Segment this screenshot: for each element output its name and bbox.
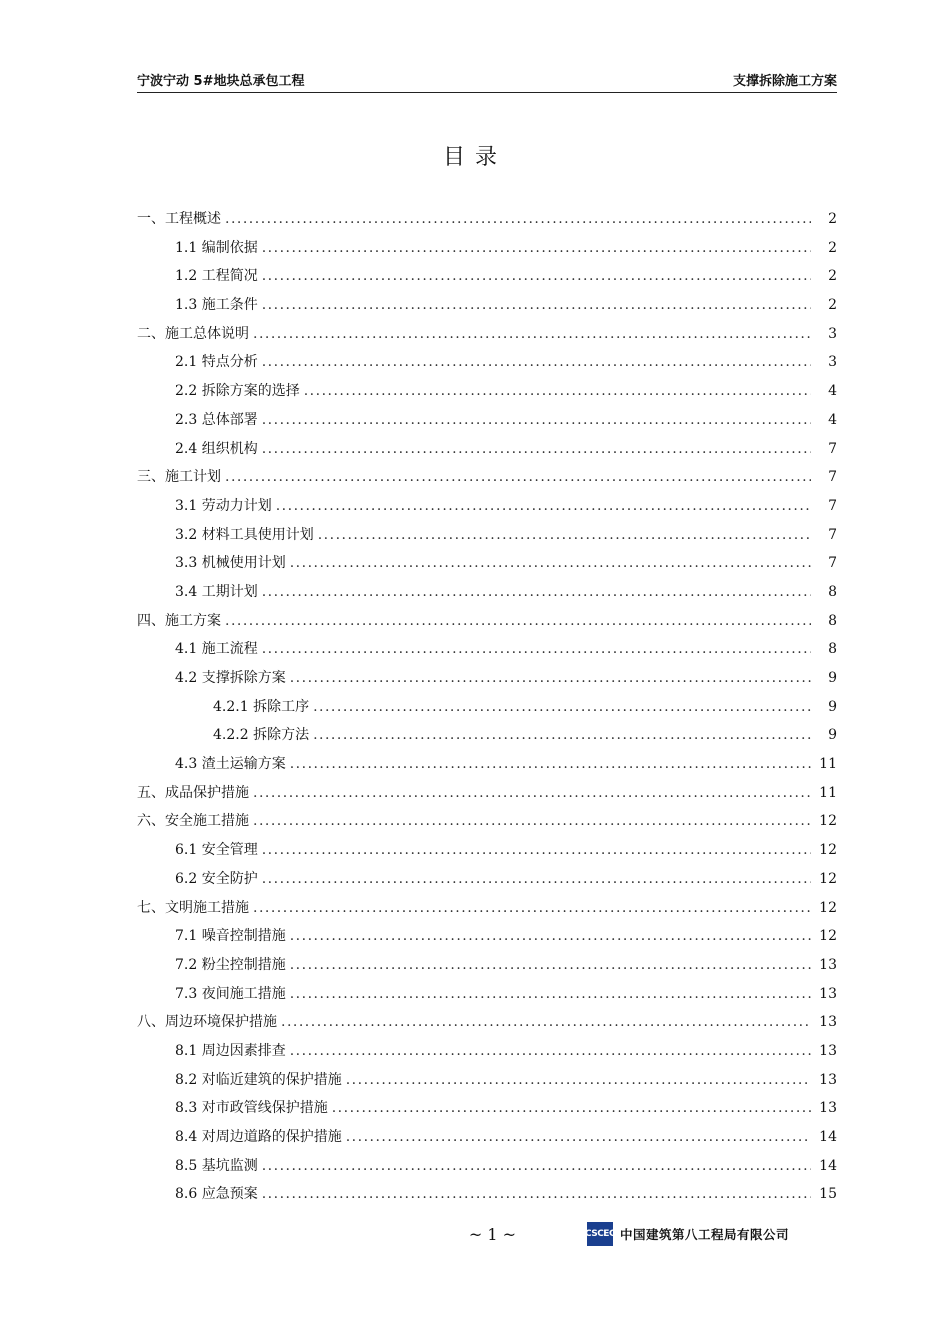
toc-entry[interactable]: [137, 779, 837, 808]
toc-entry[interactable]: [137, 664, 837, 693]
toc-entry-label: 4.2.1 拆除工序: [213, 698, 310, 715]
toc-leader-dots: [262, 406, 811, 435]
page-number: ~ 1 ~: [468, 1225, 517, 1244]
toc-entry[interactable]: [137, 549, 837, 578]
toc-entry[interactable]: [137, 291, 837, 320]
toc-entry[interactable]: [137, 894, 837, 923]
toc-entry-label: 3.4 工期计划: [175, 583, 258, 600]
toc-leader-dots: [262, 635, 811, 664]
toc-entry-page: 2: [828, 211, 837, 227]
toc-leader-dots: [225, 463, 811, 492]
toc-entry[interactable]: [137, 980, 837, 1009]
toc-entry-page: 9: [828, 670, 837, 686]
toc-entry-page: 7: [828, 497, 837, 514]
toc-entry-page: 11: [819, 756, 837, 773]
toc-entry[interactable]: [137, 406, 837, 435]
toc-leader-dots: [346, 1123, 811, 1152]
toc-entry[interactable]: [137, 320, 837, 349]
toc-entry-label: 3.3 机械使用计划: [175, 555, 286, 572]
toc-entry-label: 4.2 支撑拆除方案: [175, 670, 286, 686]
toc-leader-dots: [253, 320, 811, 349]
toc-entry[interactable]: [137, 750, 837, 779]
company-footer: [584, 1221, 790, 1247]
toc-leader-dots: [290, 951, 811, 980]
toc-entry-label: 8.2 对临近建筑的保护措施: [175, 1071, 342, 1088]
toc-leader-dots: [313, 721, 811, 750]
toc-leader-dots: [253, 894, 811, 923]
toc-entry-label: 4.1 施工流程: [175, 641, 258, 658]
toc-entry-page: 4: [828, 411, 837, 428]
toc-entry[interactable]: [137, 807, 837, 836]
toc-entry[interactable]: [137, 578, 837, 607]
toc-entry-label: 7.3 夜间施工措施: [175, 985, 286, 1002]
toc-leader-dots: [290, 549, 811, 578]
toc-leader-dots: [262, 578, 811, 607]
toc-entry-page: 7: [828, 526, 837, 543]
toc-entry-label: 8.4 对周边道路的保护措施: [175, 1129, 342, 1145]
toc-entry[interactable]: [137, 348, 837, 377]
toc-leader-dots: [262, 348, 811, 377]
toc-leader-dots: [346, 1066, 811, 1095]
toc-entry-page: 2: [828, 297, 837, 314]
toc-entry[interactable]: [137, 607, 837, 636]
toc-entry[interactable]: [137, 1066, 837, 1095]
toc-entry-label: 2.1 特点分析: [175, 354, 258, 371]
toc-entry-label: 五、成品保护措施: [137, 784, 249, 801]
toc-entry-page: 12: [819, 899, 837, 916]
toc-entry-page: 15: [819, 1186, 837, 1203]
toc-entry-page: 8: [828, 583, 837, 600]
toc-entry-page: 11: [819, 784, 837, 801]
toc-entry-page: 13: [819, 1014, 837, 1031]
toc-leader-dots: [253, 779, 811, 808]
toc-entry-label: 7.1 噪音控制措施: [175, 928, 286, 945]
toc-entry-label: 2.4 组织机构: [175, 440, 258, 457]
toc-entry-label: 1.2 工程简况: [175, 268, 258, 285]
toc-entry-label: 2.3 总体部署: [175, 411, 258, 428]
page-header: [137, 70, 837, 93]
toc-title: 目录: [442, 145, 507, 170]
toc-leader-dots: [225, 205, 811, 234]
toc-leader-dots: [225, 607, 811, 636]
toc-entry-page: 13: [819, 956, 837, 973]
toc-entry-page: 2: [828, 268, 837, 285]
toc-entry-label: 3.2 材料工具使用计划: [175, 526, 314, 543]
toc-entry-page: 12: [819, 813, 837, 830]
toc-entry-label: 8.6 应急预案: [175, 1186, 258, 1203]
toc-leader-dots: [290, 1037, 811, 1066]
toc-entry[interactable]: [137, 435, 837, 464]
toc-entry-page: 14: [819, 1157, 837, 1174]
toc-entry[interactable]: [137, 922, 837, 951]
toc-entry-label: 6.1 安全管理: [175, 842, 258, 859]
toc-leader-dots: [253, 807, 811, 836]
toc-entry[interactable]: [137, 1094, 837, 1123]
toc-entry[interactable]: [137, 635, 837, 664]
toc-entry-label: 6.2 安全防护: [175, 870, 258, 887]
toc-entry-label: 四、施工方案: [137, 612, 221, 629]
toc-entry[interactable]: [137, 1008, 837, 1037]
toc-leader-dots: [332, 1094, 811, 1123]
toc-entry-page: 7: [828, 440, 837, 457]
toc-entry-label: 一、工程概述: [137, 211, 221, 227]
toc-entry-label: 二、施工总体说明: [137, 325, 249, 342]
toc-entry-page: 12: [819, 928, 837, 945]
toc-leader-dots: [290, 664, 811, 693]
toc-entry-page: 8: [828, 612, 837, 629]
toc-leader-dots: [281, 1008, 811, 1037]
toc-leader-dots: [262, 291, 811, 320]
toc-entry-label: 七、文明施工措施: [137, 899, 249, 916]
toc-entry-label: 1.1 编制依据: [175, 239, 258, 256]
toc-leader-dots: [262, 865, 811, 894]
toc-entry-page: 12: [819, 870, 837, 887]
toc-entry[interactable]: [137, 1037, 837, 1066]
toc-leader-dots: [262, 262, 811, 291]
toc-entry[interactable]: [137, 1152, 837, 1181]
toc-leader-dots: [304, 377, 811, 406]
toc-entry-label: 8.3 对市政管线保护措施: [175, 1100, 328, 1117]
toc-leader-dots: [276, 492, 811, 521]
toc-entry-page: 3: [828, 354, 837, 371]
toc-entry[interactable]: [137, 865, 837, 894]
toc-entry-page: 2: [828, 239, 837, 256]
project-name: 宁波宁动 5#地块总承包工程: [137, 74, 305, 89]
toc-entry[interactable]: [137, 951, 837, 980]
toc-entry-page: 4: [828, 383, 837, 400]
toc-entry-page: 13: [819, 985, 837, 1002]
document-name: 支撑拆除施工方案: [732, 74, 837, 89]
toc-entry[interactable]: [137, 492, 837, 521]
toc-entry-page: 14: [819, 1129, 837, 1145]
toc-leader-dots: [290, 980, 811, 1009]
toc-entry-page: 12: [819, 842, 837, 859]
toc-entry-label: 4.2.2 拆除方法: [213, 727, 310, 744]
company-logo-icon: CSCEC: [587, 1222, 613, 1246]
toc-entry-label: 2.2 拆除方案的选择: [175, 383, 300, 400]
toc-entry[interactable]: [137, 836, 837, 865]
toc-entry-page: 9: [828, 698, 837, 715]
toc-entry-page: 13: [819, 1071, 837, 1088]
toc-entry-page: 3: [828, 325, 837, 342]
toc-entry[interactable]: [137, 234, 837, 263]
toc-entry-label: 8.1 周边因素排查: [175, 1042, 286, 1059]
toc-entry-page: 13: [819, 1042, 837, 1059]
toc-entry-label: 8.5 基坑监测: [175, 1157, 258, 1174]
toc-entry-page: 7: [828, 555, 837, 572]
toc-entry-label: 六、安全施工措施: [137, 813, 249, 830]
toc-entry-label: 1.3 施工条件: [175, 297, 258, 314]
toc-leader-dots: [313, 693, 811, 722]
toc-entry-label: 八、周边环境保护措施: [137, 1014, 277, 1031]
toc-leader-dots: [290, 922, 811, 951]
toc-leader-dots: [262, 435, 811, 464]
toc-leader-dots: [262, 234, 811, 263]
toc-entry[interactable]: [137, 693, 837, 722]
toc-entry-page: 13: [819, 1100, 837, 1117]
toc-leader-dots: [262, 1180, 811, 1209]
toc-entry[interactable]: [137, 1180, 837, 1209]
toc-entry[interactable]: [137, 521, 837, 550]
toc-leader-dots: [290, 750, 811, 779]
toc-entry[interactable]: [137, 377, 837, 406]
toc-leader-dots: [262, 836, 811, 865]
toc-entry[interactable]: [137, 262, 837, 291]
toc-entry-page: 9: [828, 727, 837, 744]
toc-entry-page: 8: [828, 641, 837, 658]
toc-entry[interactable]: [137, 1123, 837, 1152]
toc-leader-dots: [262, 1152, 811, 1181]
toc-entry-label: 7.2 粉尘控制措施: [175, 956, 286, 973]
toc-leader-dots: [318, 521, 811, 550]
toc-entry[interactable]: [137, 205, 837, 234]
toc-entry-page: 7: [828, 469, 837, 486]
table-of-contents: [137, 205, 837, 1209]
toc-entry[interactable]: [137, 721, 837, 750]
toc-entry-label: 三、施工计划: [137, 469, 221, 486]
toc-entry-label: 3.1 劳动力计划: [175, 497, 272, 514]
toc-entry[interactable]: [137, 463, 837, 492]
company-name: 中国建筑第八工程局有限公司: [620, 1227, 790, 1242]
toc-entry-label: 4.3 渣土运输方案: [175, 756, 286, 773]
